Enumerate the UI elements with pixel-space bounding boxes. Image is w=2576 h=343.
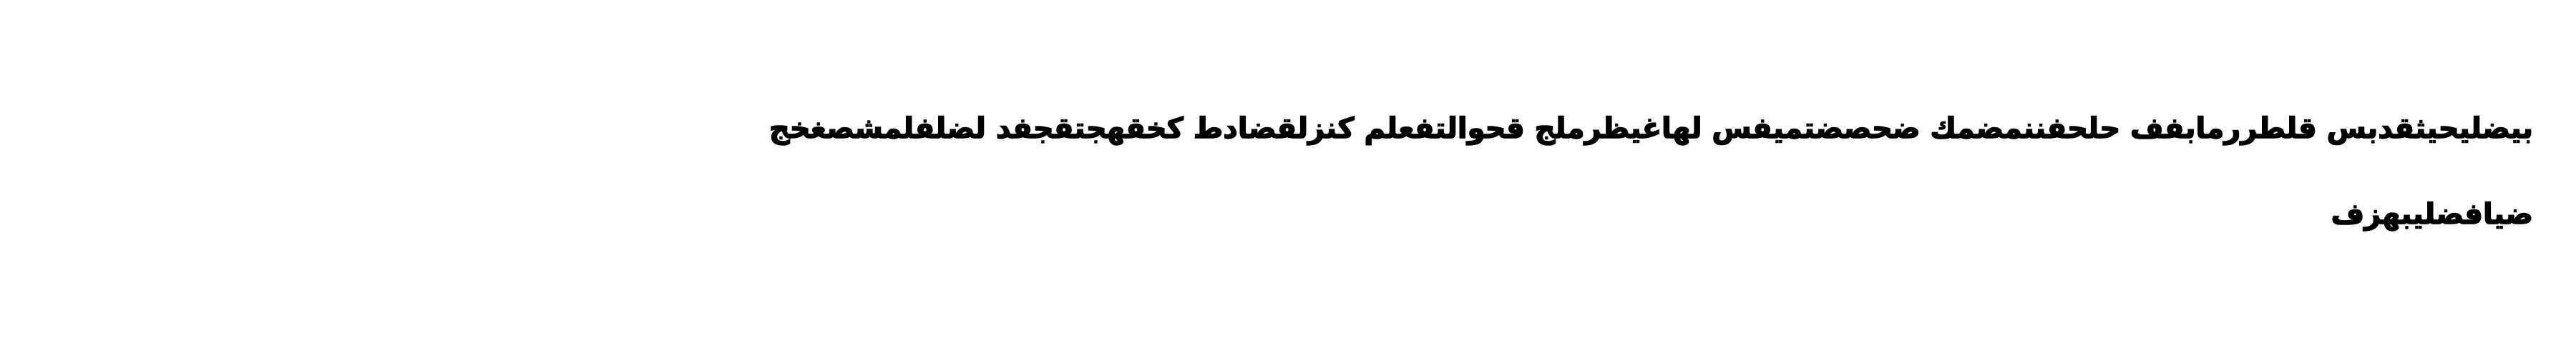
paragraph [165,86,2533,257]
text-line-2: ضيافضليبهزف [2331,198,2533,231]
text-line-1: بيضليحيثقدبس قلطررمابفف حلحفننمضمك ضحصضتميفس لهاغيظرملج قحوالتفعلم كنزلقضادط كخقهجتقجفد لضلفلمشصغخج [769,112,2533,145]
